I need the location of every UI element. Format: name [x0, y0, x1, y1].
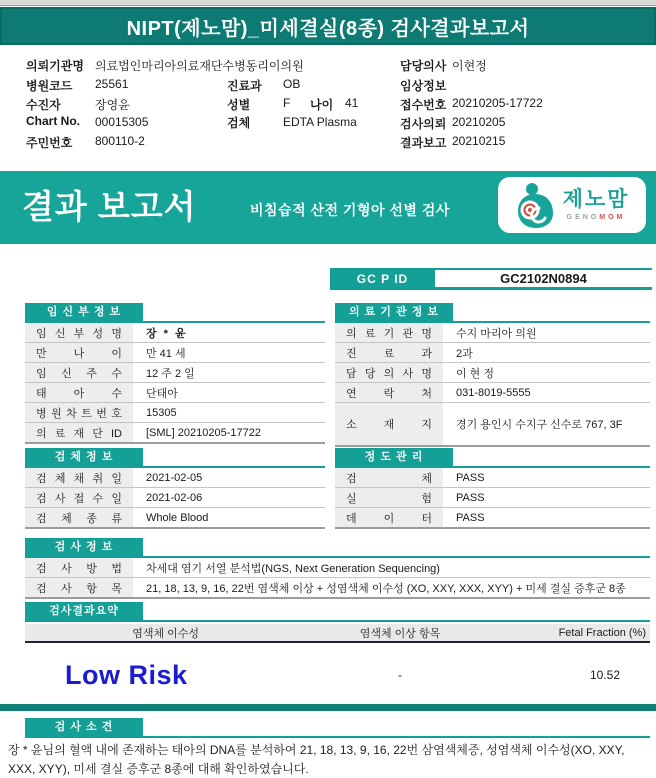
table-row [25, 508, 325, 529]
receipt-no-label: 접수번호 [400, 98, 447, 112]
aneuploidy-result: Low Risk [65, 659, 188, 690]
row-label: 검 사 항 목 [36, 582, 122, 595]
row-value: 21, 18, 13, 9, 16, 22번 염색체 이상 + 성염색체 이수성 (XO, XXY, XXX, XYY) + 미세 결실 증후군 8종 [146, 582, 626, 595]
findings-title: 검 사 소 견 [25, 718, 143, 736]
receipt-no-value: 20210205-17722 [452, 96, 543, 110]
report-date-value: 20210215 [452, 134, 506, 148]
row-value: 2021-02-05 [146, 471, 203, 484]
column-fetal-fraction: Fetal Fraction (%) [558, 626, 646, 639]
chart-no-value: 00015305 [95, 115, 149, 129]
row-label: 임 신 주 수 [36, 367, 122, 380]
specimen-info-title: 검 체 정 보 [25, 448, 143, 466]
row-value: [SML] 20210205-17722 [146, 426, 261, 439]
row-label: 담 당 의 사 명 [346, 367, 432, 380]
fetal-fraction-value: 10.52 [589, 668, 620, 682]
row-label: 임 신 부 성 명 [36, 327, 122, 340]
banner-subtitle: 비침습적 산전 기형아 선별 검사 [250, 202, 450, 218]
patient-value: 장영윤 [95, 98, 130, 112]
table-row [335, 363, 650, 383]
row-label: 의 료 재 단 ID [36, 427, 122, 440]
logo-english-name [567, 214, 626, 221]
row-label: 만 나 이 [36, 347, 122, 360]
gc-p-id-value: GC2102N0894 [435, 268, 652, 290]
table-row [25, 578, 650, 599]
column-aneuploidy: 염색체 이수성 [132, 627, 200, 640]
clinic-info-section [335, 303, 650, 447]
row-value: 12 주 2 일 [146, 367, 195, 380]
request-date-label: 검사의뢰 [400, 117, 447, 131]
table-row [25, 403, 325, 423]
genomom-logo-text [563, 189, 630, 221]
mother-info-title: 임 신 부 정 보 [25, 303, 143, 321]
request-date-value: 20210205 [452, 115, 506, 129]
department-label: 진료과 [227, 79, 262, 93]
table-row [335, 403, 650, 447]
row-label: 데 이 터 [346, 512, 432, 525]
findings-text: 장 * 윤님의 혈액 내에 존재하는 태아의 DNA를 분석하여 21, 18, 13, 9, 16, 22번 삼염색체증, 성염색체 이수성(XO, XXY, XXX, XYY), 미세 결실 증후군 8종에 대해 확인하였습니다. [8, 743, 625, 776]
age-value: 41 [345, 96, 359, 110]
patient-label: 수진자 [26, 98, 61, 112]
table-row [335, 508, 650, 529]
row-value: 031-8019-5555 [456, 386, 531, 399]
table-row [25, 468, 325, 488]
top-strip [0, 0, 656, 6]
table-row [25, 423, 325, 444]
gc-p-id-strip [330, 268, 652, 290]
sex-label: 성별 [227, 98, 251, 112]
table-row [335, 488, 650, 508]
genomom-mother-icon [515, 182, 555, 228]
row-value: PASS [456, 471, 485, 484]
table-row [25, 323, 325, 343]
doctor-value: 이현정 [452, 59, 487, 73]
banner-title: 결과 보고서 [22, 188, 197, 225]
table-row [335, 383, 650, 403]
result-summary-row [25, 646, 650, 704]
clinic-info-title: 의 료 기 관 정 보 [335, 303, 453, 321]
sex-value: F [283, 96, 291, 110]
hospital-code-label: 병원코드 [26, 79, 73, 93]
qc-title: 정 도 관 리 [335, 448, 453, 466]
row-value: 단태아 [146, 387, 178, 400]
test-info-title: 검 사 정 보 [25, 538, 143, 556]
doctor-label: 담당의사 [400, 59, 447, 73]
result-summary-section [25, 602, 650, 704]
row-value: PASS [456, 491, 485, 504]
row-label: 의 료 기 관 명 [346, 327, 432, 340]
row-value: PASS [456, 511, 485, 524]
test-info-section [25, 538, 650, 599]
table-row [335, 468, 650, 488]
table-row [335, 343, 650, 363]
section-divider-bar [0, 704, 656, 711]
column-abnormal-items: 염색체 이상 항목 [359, 627, 441, 640]
clinical-info-label: 임상정보 [400, 79, 447, 93]
row-value: 만 41 세 [146, 347, 186, 360]
row-value: Whole Blood [146, 511, 209, 524]
resident-id-label: 주민번호 [26, 136, 73, 150]
logo-geno: GENO [566, 214, 600, 221]
qc-section [335, 448, 650, 529]
row-value: 장 * 윤 [146, 327, 188, 340]
findings-section [25, 718, 650, 738]
row-value: 경기 용인시 수지구 신수로 767, 3F [456, 419, 623, 431]
chart-no-label: Chart No. [26, 114, 80, 128]
row-value: 수지 마리아 의원 [456, 327, 537, 340]
row-value: 2과 [456, 347, 473, 360]
row-label: 검 사 접 수 일 [36, 492, 122, 505]
logo-korean-name: 제노맘 [562, 188, 630, 211]
row-label: 병 원 차 트 번 호 [36, 407, 122, 420]
row-label: 소 재 지 [346, 419, 432, 431]
table-row [25, 558, 650, 578]
specimen-value: EDTA Plasma [283, 115, 357, 129]
table-row [25, 383, 325, 403]
hospital-code-value: 25561 [95, 77, 129, 91]
department-value: OB [283, 77, 301, 91]
row-label: 실 험 [346, 492, 432, 505]
row-label: 검 사 방 법 [36, 562, 122, 575]
row-label: 진 료 과 [346, 347, 432, 360]
table-row [335, 323, 650, 343]
result-banner [0, 171, 656, 244]
requesting-org-value: 의료법인마리아의료재단수병동리이의원 [95, 59, 304, 73]
report-title-bar [0, 7, 656, 45]
row-label: 연 락 처 [346, 387, 432, 400]
row-value: 15305 [146, 406, 177, 419]
row-label: 검 체 채 취 일 [36, 472, 122, 485]
specimen-label: 검체 [227, 116, 251, 130]
row-label: 검 체 종 류 [36, 512, 122, 525]
table-row [25, 343, 325, 363]
gc-p-id-label: GC P ID [330, 268, 435, 290]
row-label: 태 아 수 [36, 387, 122, 400]
age-label: 나이 [310, 98, 334, 112]
requesting-org-label: 의뢰기관명 [26, 59, 84, 73]
table-row [25, 488, 325, 508]
row-value: 차세대 염기 서열 분석법(NGS, Next Generation Sequencing) [146, 562, 440, 575]
row-value: 이 현 정 [456, 367, 494, 380]
row-value: 2021-02-06 [146, 491, 203, 504]
table-row [25, 363, 325, 383]
mother-info-section [25, 303, 325, 444]
result-summary-header [25, 624, 650, 643]
specimen-info-section [25, 448, 325, 529]
abnormal-items-value: - [398, 668, 402, 682]
report-title: NIPT(제노맘)_미세결실(8종) 검사결과보고서 [126, 17, 530, 40]
report-date-label: 결과보고 [400, 136, 447, 150]
result-summary-title: 검사결과요약 [25, 602, 143, 620]
genomom-logo [498, 177, 646, 233]
logo-mom: MOM [599, 214, 626, 221]
resident-id-value: 800110-2 [95, 134, 145, 148]
row-label: 검 체 [346, 472, 432, 485]
